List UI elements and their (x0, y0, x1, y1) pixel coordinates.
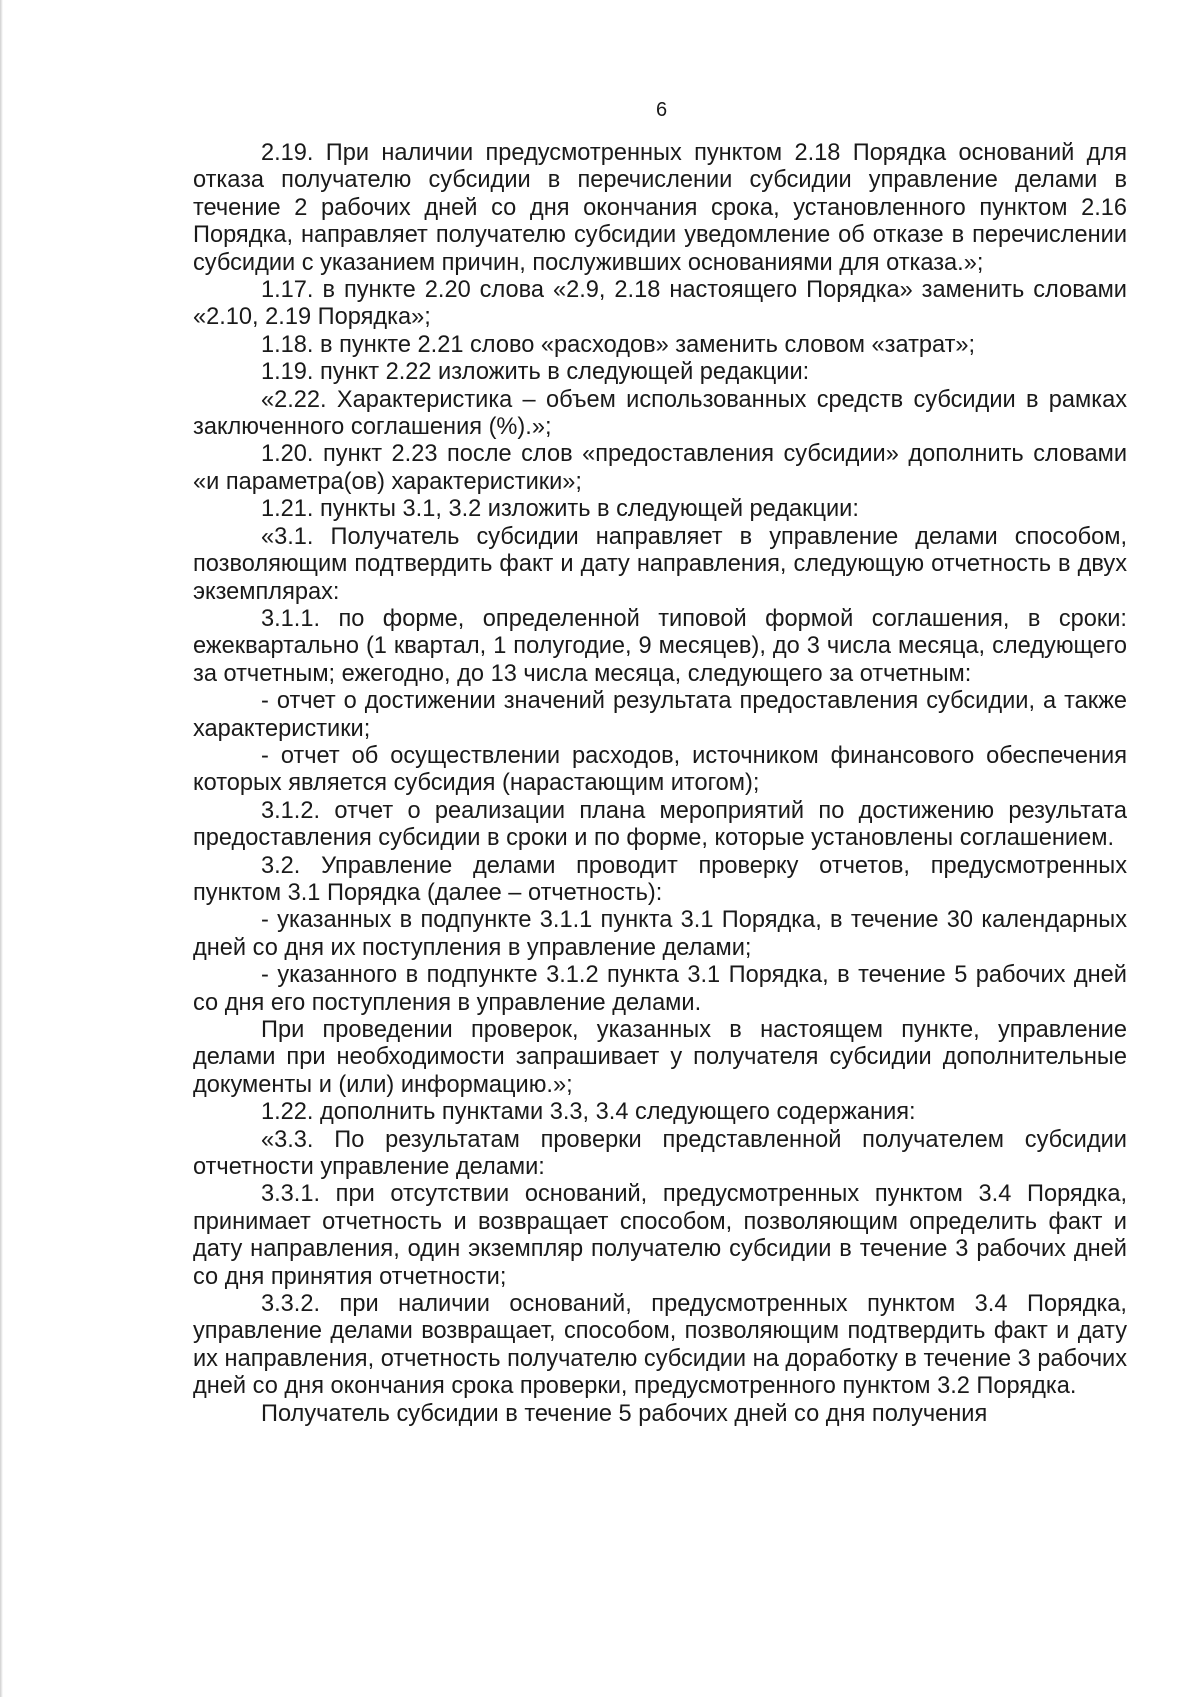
paragraph-2-22: «2.22. Характеристика – объем использованных средств субсидии в рамках заключенного соглашения (%).»; (193, 386, 1127, 441)
paragraph-1-17: 1.17. в пункте 2.20 слова «2.9, 2.18 настоящего Порядка» заменить словами «2.10, 2.19 Порядка»; (193, 277, 1127, 331)
paragraph-2-19: 2.19. При наличии предусмотренных пунктом 2.18 Порядка оснований для отказа получателю субсидии в перечислении субсидии управление делами в течение 2 рабочих дней со дня окончания срока, установленного пунктом 2.16 Порядка, направляет получателю субсидии уведомление об отказе в перечислении субсидии с указанием причин, послуживших основаниями для отказа.»; (193, 140, 1127, 276)
document-body (193, 140, 1127, 1428)
paragraph-3-3-1: 3.3.1. при отсутствии оснований, предусмотренных пунктом 3.4 Порядка, принимает отчетность и возвращает способом, позволяющим определить факт и дату направления, один экземпляр получателю субсидии в течение 3 рабочих дней со дня принятия отчетности; (193, 1181, 1127, 1290)
paragraph-1-18: 1.18. в пункте 2.21 слово «расходов» заменить словом «затрат»; (261, 331, 976, 358)
list-item-report-expenses: - отчет об осуществлении расходов, источником финансового обеспечения которых является субсидия (нарастающим итогом); (193, 742, 1127, 797)
paragraph-3-1-1: 3.1.1. по форме, определенной типовой формой соглашения, в сроки: ежеквартально (1 квартал, 1 полугодие, 9 месяцев), до 3 числа месяца, следующего за отчетным; ежегодно, до 13 числа месяца, следующего за отчетным: (193, 605, 1127, 687)
paragraph-recipient-continued: Получатель субсидии в течение 5 рабочих дней со дня получения (261, 1400, 988, 1427)
paragraph-1-19: 1.19. пункт 2.22 изложить в следующей редакции: (261, 359, 810, 386)
paragraph-3-3-2: 3.3.2. при наличии оснований, предусмотренных пунктом 3.4 Порядка, управление делами возвращает, способом, позволяющим подтвердить факт и дату их направления, отчетность получателю субсидии на доработку в течение 3 рабочих дней со дня окончания срока проверки, предусмотренного пунктом 3.2 Порядка. (193, 1291, 1127, 1400)
paragraph-3-1-2: 3.1.2. отчет о реализации плана мероприятий по достижению результата предоставления субсидии в сроки и по форме, которые установлены соглашением. (193, 797, 1127, 852)
list-item-subclause-3-1-2: - указанного в подпункте 3.1.2 пункта 3.1 Порядка, в течение 5 рабочих дней со дня его поступления в управление делами. (193, 962, 1127, 1016)
list-item-subclause-3-1-1: - указанных в подпункте 3.1.1 пункта 3.1 Порядка, в течение 30 календарных дней со дня их поступления в управление делами; (193, 907, 1127, 961)
paragraph-3-2: 3.2. Управление делами проводит проверку отчетов, предусмотренных пунктом 3.1 Порядка (далее – отчетность): (193, 852, 1127, 906)
scan-edge (0, 0, 3, 1697)
paragraph-3-1: «3.1. Получатель субсидии направляет в управление делами способом, позволяющим подтвердить факт и дату направления, следующую отчетность в двух экземплярах: (193, 523, 1127, 605)
page-number: 6 (655, 99, 668, 121)
paragraph-1-22: 1.22. дополнить пунктами 3.3, 3.4 следующего содержания: (261, 1099, 916, 1126)
paragraph-1-20: 1.20. пункт 2.23 после слов «предоставления субсидии» дополнить словами «и параметра(ов) характеристики»; (193, 441, 1127, 495)
paragraph-inspections: При проведении проверок, указанных в настоящем пункте, управление делами при необходимости запрашивает у получателя субсидии дополнительные документы и (или) информацию.»; (193, 1017, 1127, 1098)
paragraph-3-3: «3.3. По результатам проверки представленной получателем субсидии отчетности управление делами: (193, 1126, 1127, 1181)
paragraph-1-21: 1.21. пункты 3.1, 3.2 изложить в следующей редакции: (261, 496, 859, 523)
list-item-report-results: - отчет о достижении значений результата предоставления субсидии, а также характеристики; (193, 688, 1127, 742)
